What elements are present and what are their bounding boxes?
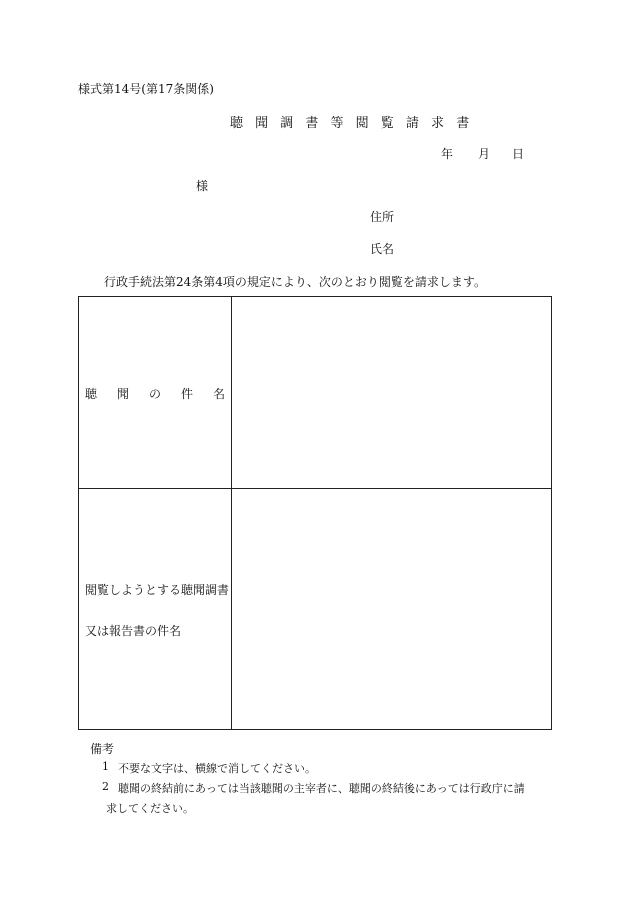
note-text: 聴聞の終結前にあっては当該聴聞の主宰者に、聴聞の終結後にあっては行政庁に請 <box>118 782 525 795</box>
hearing-case-label <box>85 385 225 402</box>
record-name-label-line1: 閲覧しようとする聴聞調書 <box>85 583 230 597</box>
note-text: 不要な文字は、横線で消してください。 <box>118 762 316 775</box>
record-name-input-cell[interactable] <box>232 489 551 729</box>
date-day-label: 日 <box>512 147 525 161</box>
note-number: 1 <box>102 760 109 773</box>
form-number: 様式第14号(第17条関係) <box>78 82 214 96</box>
hearing-case-label-char: 名 <box>212 387 225 401</box>
hearing-case-input-cell[interactable] <box>232 297 551 488</box>
date-year-label: 年 <box>441 147 454 161</box>
address-label: 住所 <box>370 210 395 224</box>
name-label: 氏名 <box>370 242 395 256</box>
note-number: 2 <box>102 780 109 793</box>
notes-heading: 備考 <box>90 742 115 756</box>
form-title: 聴 聞 調 書 等 閲 覧 請 求 書 <box>230 116 474 131</box>
hearing-case-label-char: 聞 <box>116 387 129 401</box>
record-name-label-line2: 又は報告書の件名 <box>85 624 182 638</box>
hearing-case-label-char: 聴 <box>85 387 98 401</box>
date-month-label: 月 <box>478 147 491 161</box>
note-text-continuation: 求してください。 <box>106 802 194 815</box>
hearing-case-label-char: 件 <box>180 387 193 401</box>
hearing-case-label-char: の <box>148 387 161 401</box>
addressee-suffix: 様 <box>196 179 209 193</box>
intro-statement: 行政手続法第24条第4項の規定により、次のとおり閲覧を請求します。 <box>104 275 486 289</box>
request-table <box>78 296 552 730</box>
